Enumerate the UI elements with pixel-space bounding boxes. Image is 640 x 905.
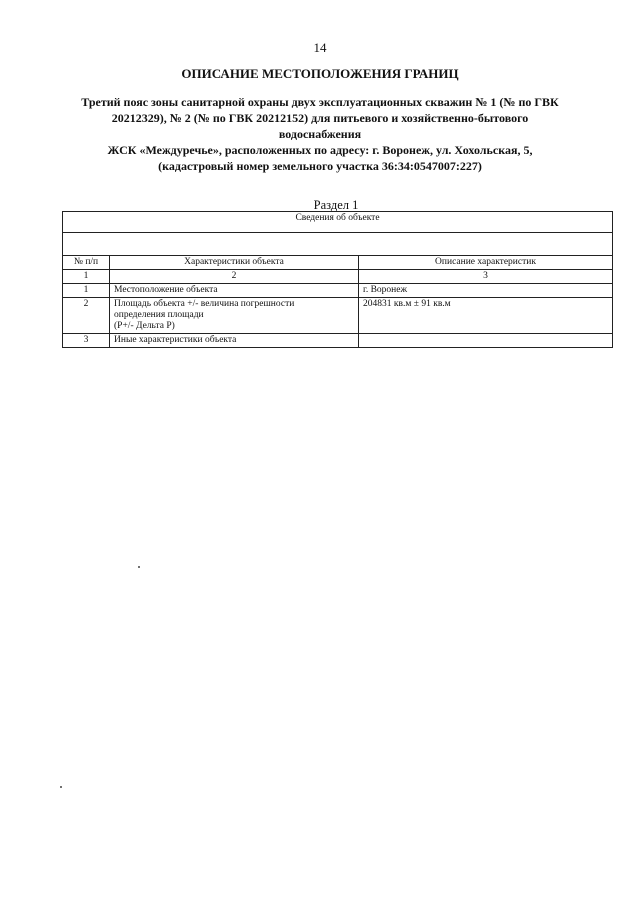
column-number-cell: 1 bbox=[63, 270, 110, 284]
document-subtitle bbox=[70, 94, 570, 174]
table-header-row bbox=[63, 256, 613, 270]
column-number-cell: 3 bbox=[359, 270, 613, 284]
header-description: Описание характеристик bbox=[359, 256, 613, 270]
characteristic-line: (Р+/- Дельта Р) bbox=[114, 321, 175, 331]
header-number: № п/п bbox=[63, 256, 110, 270]
subtitle-line: Третий пояс зоны санитарной охраны двух эксплуатационных скважин № 1 (№ по ГВК bbox=[81, 95, 559, 109]
row-number: 3 bbox=[63, 334, 110, 348]
row-description bbox=[359, 334, 613, 348]
table-row bbox=[63, 334, 613, 348]
table-row bbox=[63, 298, 613, 334]
table-blank-row bbox=[63, 233, 613, 256]
row-number: 1 bbox=[63, 284, 110, 298]
table-caption: Сведения об объекте bbox=[63, 212, 613, 233]
characteristic-line: Иные характеристики объекта bbox=[114, 335, 237, 345]
row-characteristic bbox=[110, 298, 359, 334]
page-number: 14 bbox=[313, 40, 327, 55]
row-number: 2 bbox=[63, 298, 110, 334]
subtitle-line: (кадастровый номер земельного участка 36:34:0547007:227) bbox=[158, 159, 482, 173]
table-row bbox=[63, 284, 613, 298]
table-column-numbers-row bbox=[63, 270, 613, 284]
characteristic-line: Местоположение объекта bbox=[114, 285, 218, 295]
column-number-cell: 2 bbox=[110, 270, 359, 284]
row-description: 204831 кв.м ± 91 кв.м bbox=[359, 298, 613, 334]
section-label: Раздел 1 bbox=[313, 198, 359, 212]
scan-speck bbox=[60, 786, 62, 788]
characteristic-line: Площадь объекта +/- величина погрешности bbox=[114, 299, 295, 309]
row-characteristic bbox=[110, 334, 359, 348]
scan-speck bbox=[138, 566, 140, 568]
object-info-table bbox=[62, 211, 613, 348]
document-title: ОПИСАНИЕ МЕСТОПОЛОЖЕНИЯ ГРАНИЦ bbox=[181, 66, 459, 81]
table-caption-row bbox=[63, 212, 613, 233]
subtitle-line: ЖСК «Междуречье», расположенных по адресу: г. Воронеж, ул. Хохольская, 5, bbox=[107, 143, 533, 157]
subtitle-line: 20212329), № 2 (№ по ГВК 20212152) для питьевого и хозяйственно-бытового водоснабжения bbox=[111, 111, 529, 141]
table-blank-cell bbox=[63, 233, 613, 256]
header-characteristic: Характеристики объекта bbox=[110, 256, 359, 270]
row-description: г. Воронеж bbox=[359, 284, 613, 298]
characteristic-line: определения площади bbox=[114, 310, 204, 320]
row-characteristic bbox=[110, 284, 359, 298]
